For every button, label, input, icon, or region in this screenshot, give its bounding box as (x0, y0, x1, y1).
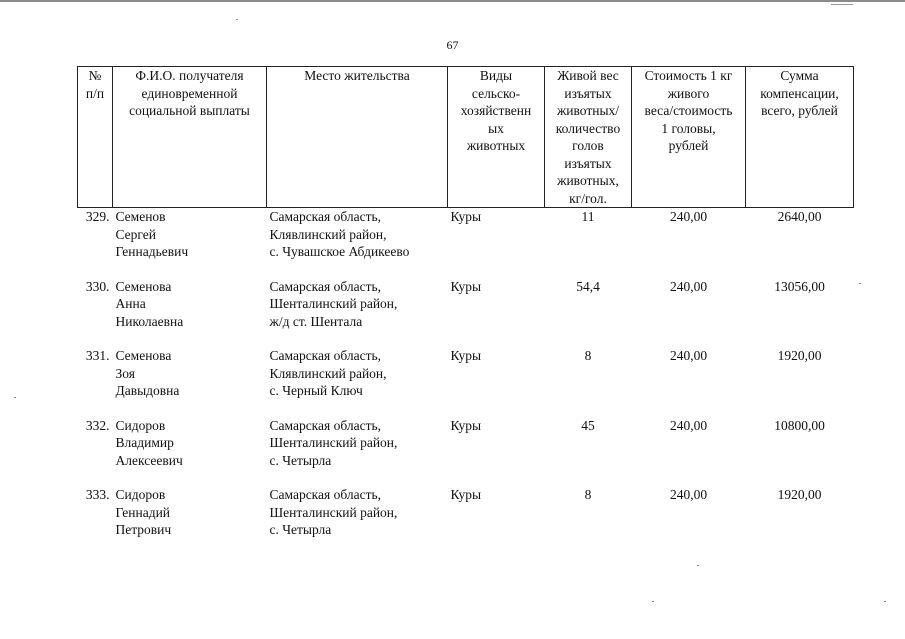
row-number: 331. (85, 348, 110, 363)
total-compensation: 10800,00 (774, 417, 825, 433)
residence: Самарская область, Шенталинский район, ж/д ст. Шентала (269, 278, 398, 329)
animal-kind: Куры (450, 209, 482, 224)
unit-price: 240,00 (669, 278, 708, 294)
live-weight: 54,4 (576, 278, 600, 294)
row-number: 329. (85, 209, 110, 224)
recipient-name: Семенова Анна Николаевна (115, 278, 184, 329)
header-recipient-name: Ф.И.О. получателя единовременной социальной выплаты (113, 67, 267, 208)
residence: Самарская область, Шенталинский район, с. Четырла (269, 487, 398, 537)
live-weight: 11 (581, 209, 595, 224)
header-animal-kind: Виды сельско- хозяйственн ых животных (448, 67, 545, 208)
animal-kind: Куры (450, 417, 482, 433)
row-number: 332. (85, 417, 110, 433)
scan-corner-mark (831, 4, 853, 5)
total-compensation: 2640,00 (777, 209, 822, 224)
unit-price: 240,00 (669, 487, 708, 502)
total-compensation: 1920,00 (777, 348, 822, 363)
live-weight: 8 (584, 348, 592, 363)
unit-price: 240,00 (669, 417, 708, 433)
scan-speck (884, 601, 886, 602)
table-row (78, 347, 854, 417)
compensation-table (77, 66, 854, 556)
unit-price: 240,00 (669, 348, 708, 363)
scan-speck (859, 283, 861, 284)
scan-speck (652, 601, 654, 602)
table-row (78, 278, 854, 348)
scan-top-edge (0, 0, 905, 2)
recipient-name: Семенов Сергей Геннадьевич (115, 209, 189, 259)
scan-speck (697, 565, 699, 566)
scan-speck (14, 397, 16, 398)
residence: Самарская область, Клявлинский район, с. Черный Ключ (269, 348, 387, 398)
table-row (78, 417, 854, 487)
header-total-compensation: Сумма компенсации, всего, рублей (746, 67, 854, 208)
total-compensation: 1920,00 (777, 487, 822, 502)
header-residence: Место жительства (267, 67, 448, 208)
header-row-number: № п/п (78, 67, 113, 208)
page-number: 67 (446, 38, 459, 52)
live-weight: 8 (584, 487, 592, 502)
unit-price: 240,00 (669, 209, 708, 224)
header-live-weight: Живой вес изъятых животных/ количество голов изъятых животных, кг/гол. (545, 67, 632, 208)
recipient-name: Сидоров Владимир Алексеевич (115, 417, 183, 468)
recipient-name: Сидоров Геннадий Петрович (115, 487, 172, 537)
live-weight: 45 (581, 417, 595, 433)
animal-kind: Куры (450, 487, 482, 502)
residence: Самарская область, Шенталинский район, с. Четырла (269, 417, 398, 468)
residence: Самарская область, Клявлинский район, с. Чувашское Абдикеево (269, 209, 410, 259)
header-unit-price: Стоимость 1 кг живого веса/стоимость 1 головы, рублей (632, 67, 746, 208)
row-number: 330. (85, 278, 110, 294)
animal-kind: Куры (450, 348, 482, 363)
table-row (78, 486, 854, 556)
row-number: 333. (85, 487, 110, 502)
animal-kind: Куры (450, 278, 482, 294)
recipient-name: Семенова Зоя Давыдовна (115, 348, 180, 398)
table-row (78, 208, 854, 278)
total-compensation: 13056,00 (774, 278, 825, 294)
table-header-row (78, 67, 854, 208)
scan-speck (236, 19, 238, 20)
